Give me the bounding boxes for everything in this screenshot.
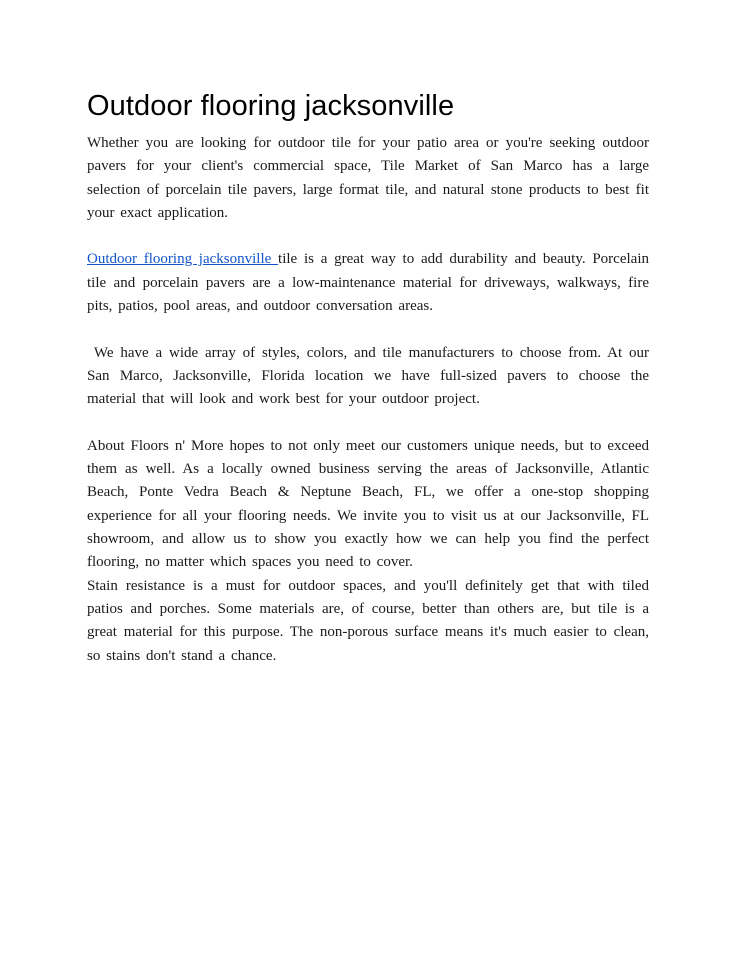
paragraph-outdoor-flooring-text: tile is a great way to add durability and beauty. Porcelain tile and porcelain pavers are a low-maintenance material for driveways, walkways, fire pits, patios, pool areas, and outdoor conversation areas. [87, 251, 649, 315]
outdoor-flooring-link[interactable]: Outdoor flooring jacksonville [87, 251, 279, 268]
paragraph-spacer [87, 412, 649, 435]
paragraph-outdoor-flooring [87, 248, 649, 318]
paragraph-about: About Floors n' More hopes to not only meet our customers unique needs, but to exceed them as well. As a locally owned business serving the areas of Jacksonville, Atlantic Beach, Ponte Vedra Beach & Neptune Beach, FL, we offer a one-stop shopping experience for all your flooring needs. We invite you to visit us at our Jacksonville, FL showroom, and allow us to show you exactly how we can help you find the perfect flooring, no matter which spaces you need to cover. [87, 437, 649, 571]
paragraph-intro: Whether you are looking for outdoor tile for your patio area or you're seeking outdoor pavers for your client's commercial space, Tile Market of San Marco has a large selection of porcelain tile pavers, large format tile, and natural stone products to best fit your exact application. [87, 135, 649, 221]
document-body [87, 86, 655, 668]
paragraph-spacer [87, 318, 649, 341]
paragraph-styles: We have a wide array of styles, colors, and tile manufacturers to choose from. At our San Marco, Jacksonville, Florida location we have full-sized pavers to choose the material that will look and work best for your outdoor project. [87, 344, 655, 408]
paragraph-spacer [87, 225, 649, 248]
page-title: Outdoor flooring jacksonville [87, 90, 455, 122]
paragraph-stain-resistance: Stain resistance is a must for outdoor spaces, and you'll definitely get that with tiled patios and porches. Some materials are, of course, better than others are, but tile is a great material for this purpose. The non-porous surface means it's much easier to clean, so stains don't stand a chance. [87, 577, 649, 664]
